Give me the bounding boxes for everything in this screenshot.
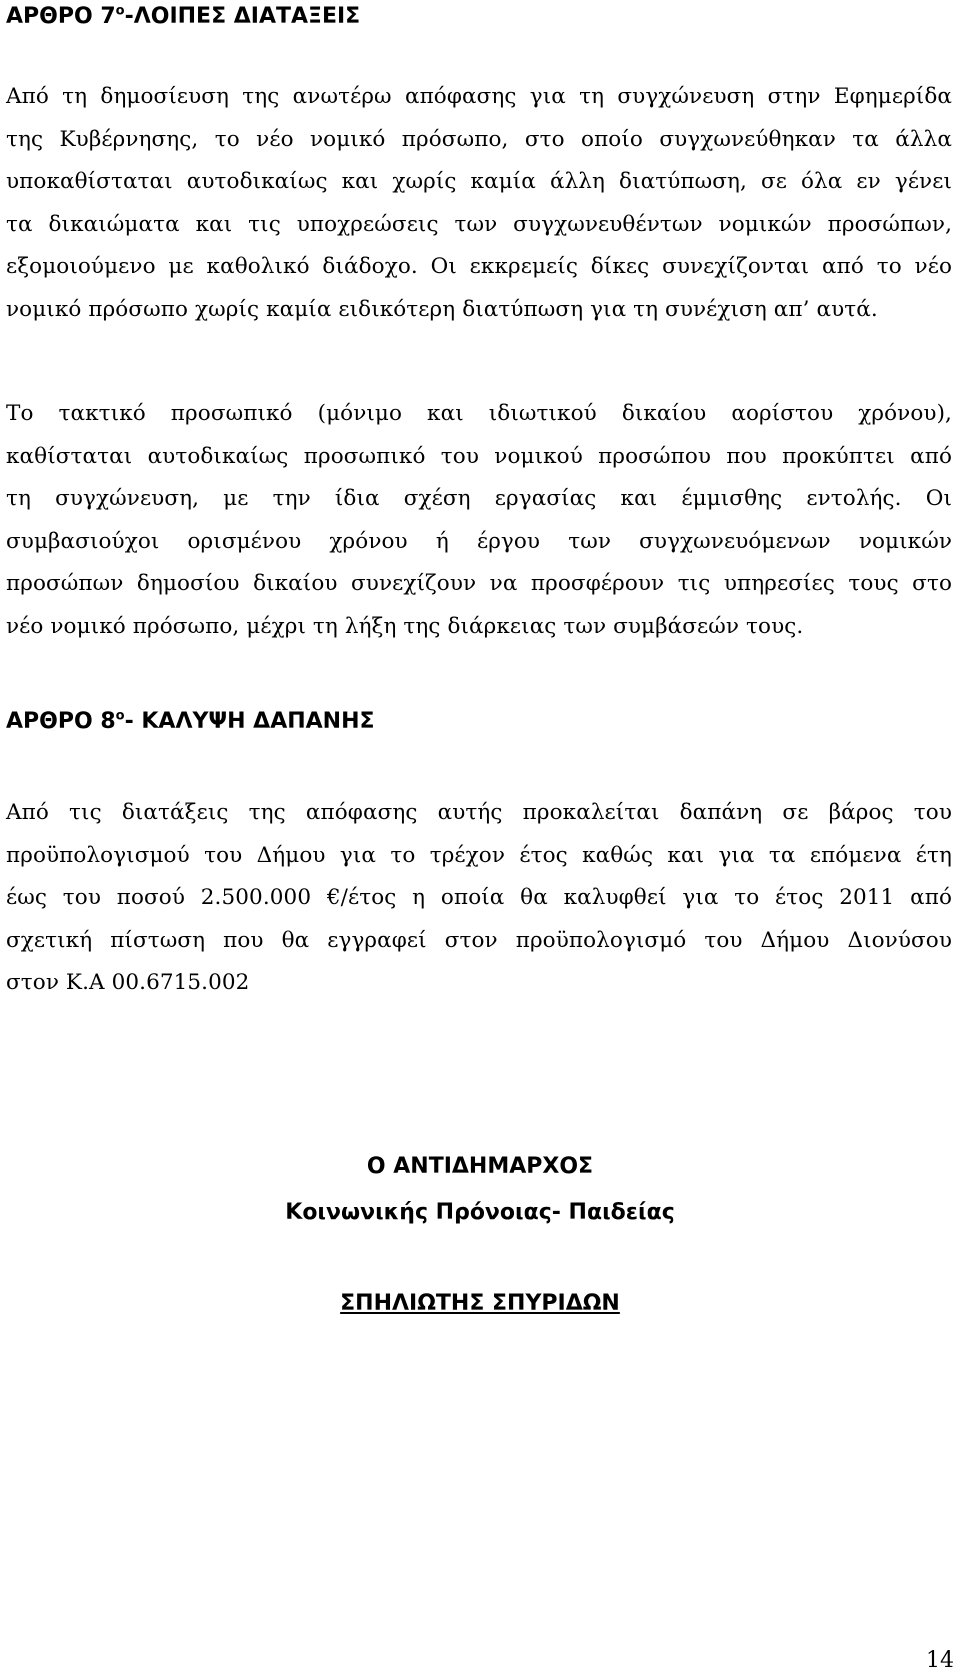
article-7-paragraph-2 bbox=[6, 393, 952, 648]
signature-department: Κοινωνικής Πρόνοιας- Παιδείας bbox=[285, 1200, 675, 1225]
signature-name-line bbox=[0, 1289, 960, 1319]
text-line: τα δικαιώματα και τις υποχρεώσεις των συγχωνευθέντων νομικών προσώπων, bbox=[6, 211, 952, 237]
text-line: νομικό πρόσωπο χωρίς καμία ειδικότερη διατύπωση για τη συνέχιση απ’ αυτά. bbox=[6, 296, 878, 322]
text-line: προϋπολογισμού του Δήμου για το τρέχον έτος καθώς και για τα επόμενα έτη bbox=[6, 842, 952, 868]
signature-title: Ο ΑΝΤΙΔΗΜΑΡΧΟΣ bbox=[366, 1154, 594, 1179]
article-7-heading: ΑΡΘΡΟ $7^o$-ΛΟΙΠΕΣ ΔΙΑΤΑΞΕΙΣ bbox=[6, 3, 361, 29]
text-line: έως του ποσού 2.500.000 €/έτος η οποία θα καλυφθεί για το έτος 2011 από bbox=[6, 885, 952, 910]
text-line: νέο νομικό πρόσωπο, μέχρι τη λήξη της διάρκειας των συμβάσεών τους. bbox=[6, 613, 804, 639]
article-7-paragraph-1 bbox=[6, 76, 952, 331]
signature-name: ΣΠΗΛΙΩΤΗΣ ΣΠΥΡΙΔΩΝ bbox=[340, 1291, 620, 1316]
text-line: συμβασιούχοι ορισμένου χρόνου ή έργου των συγχωνευόμενων νομικών bbox=[6, 528, 952, 554]
text-line: σχετική πίστωση που θα εγγραφεί στον προϋπολογισμό του Δήμου Διονύσου bbox=[6, 927, 952, 953]
text-line: της Κυβέρνησης, το νέο νομικό πρόσωπο, στο οποίο συγχωνεύθηκαν τα άλλα bbox=[6, 126, 952, 152]
text-line: στον Κ.Α 00.6715.002 bbox=[6, 970, 250, 995]
text-line: Από τις διατάξεις της απόφασης αυτής προκαλείται δαπάνη σε βάρος του bbox=[6, 800, 952, 825]
text-line: Από τη δημοσίευση της ανωτέρω απόφασης για τη συγχώνευση στην Εφημερίδα bbox=[6, 84, 952, 109]
article-8-heading: ΑΡΘΡΟ $8^o-$ ΚΑΛΥΨΗ ΔΑΠΑΝΗΣ bbox=[6, 708, 375, 734]
text-line: τη συγχώνευση, με την ίδια σχέση εργασίας και έμμισθης εντολής. Οι bbox=[6, 486, 952, 511]
page-number: 14 bbox=[926, 1648, 954, 1673]
text-line: Το τακτικό προσωπικό (μόνιμο και ιδιωτικού δικαίου αορίστου χρόνου), bbox=[6, 401, 952, 426]
article-8-paragraph-1 bbox=[6, 792, 952, 1005]
text-line: εξομοιούμενο με καθολικό διάδοχο. Οι εκκρεμείς δίκες συνεχίζονται από το νέο bbox=[6, 254, 952, 279]
text-line: υποκαθίσταται αυτοδικαίως και χωρίς καμία άλλη διατύπωση, σε όλα εν γένει bbox=[6, 169, 952, 194]
text-line: καθίσταται αυτοδικαίως προσωπικό του νομικού προσώπου που προκύπτει από bbox=[6, 443, 952, 469]
text-line: προσώπων δημοσίου δικαίου συνεχίζουν να προσφέρουν τις υπηρεσίες τους στο bbox=[6, 571, 952, 596]
